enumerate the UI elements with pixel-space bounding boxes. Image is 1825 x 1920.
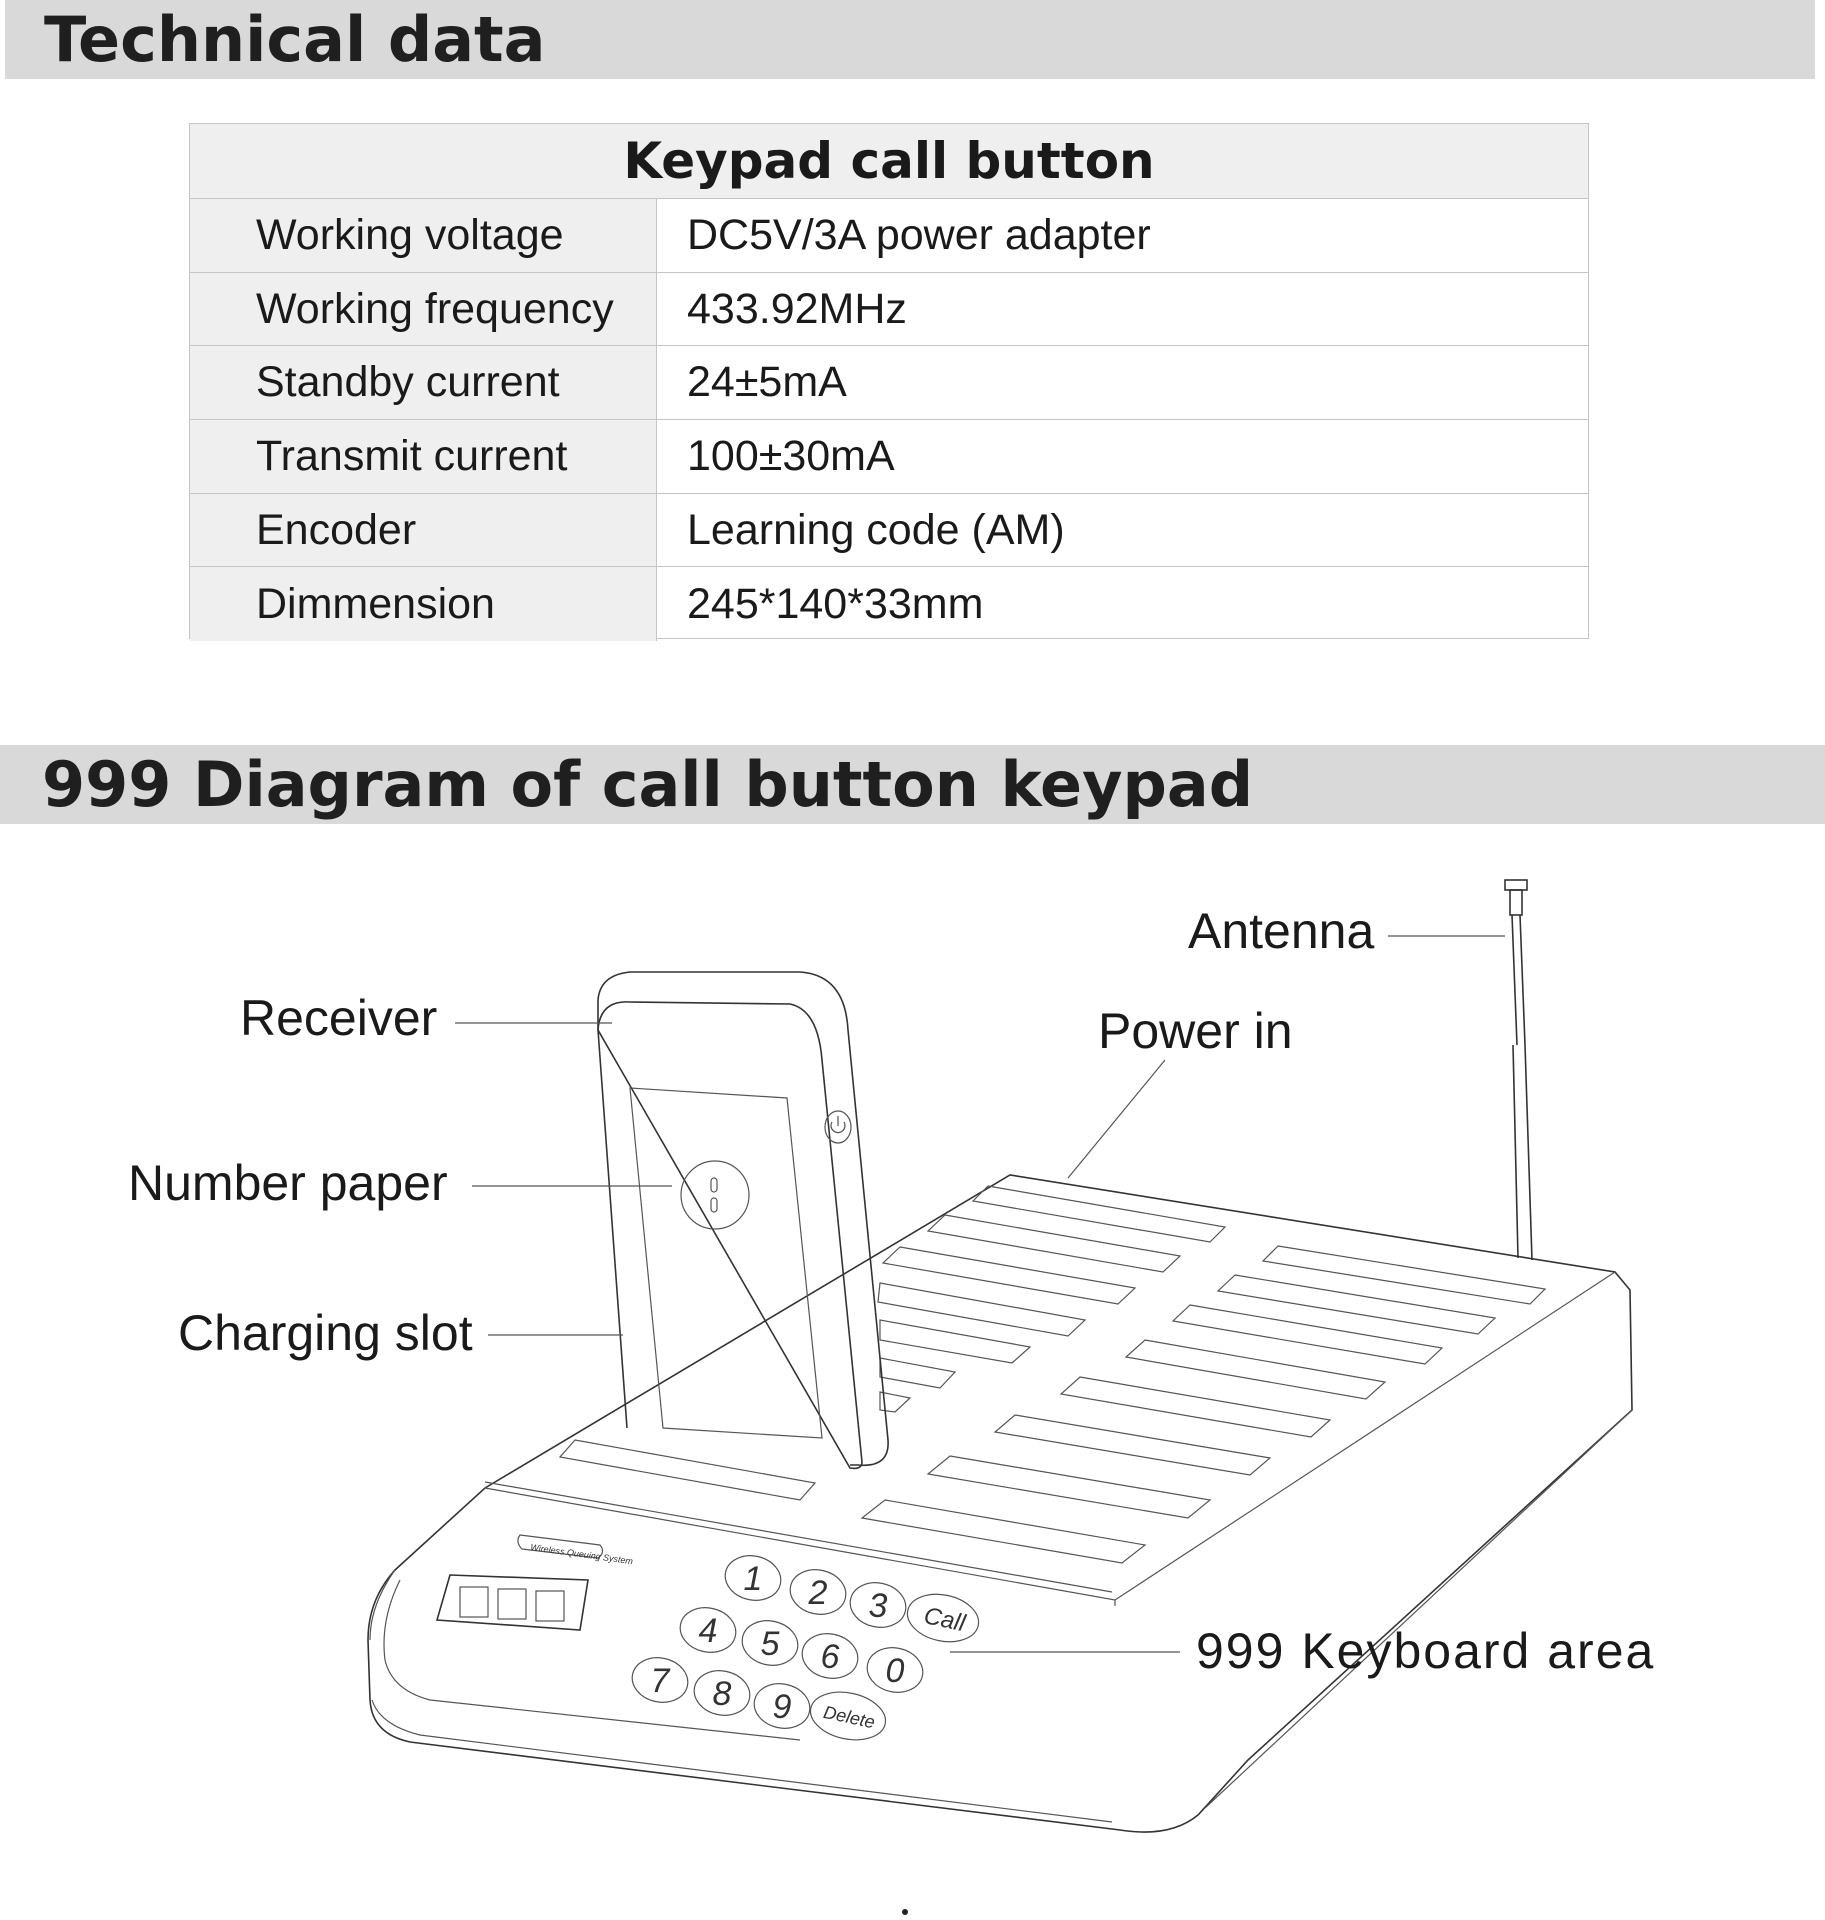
svg-text:5: 5 [760, 1625, 780, 1663]
spec-label: Transmit current [190, 420, 657, 493]
spec-label: Working frequency [190, 273, 657, 346]
technical-data-title: Technical data [44, 3, 546, 76]
spec-value: 100±30mA [687, 431, 895, 480]
pager-slots [560, 1186, 1545, 1563]
spec-label: Dimmension [190, 567, 657, 641]
led-display [437, 1575, 588, 1630]
svg-text:8: 8 [712, 1675, 732, 1713]
svg-text:9: 9 [772, 1688, 792, 1726]
spec-value: Learning code (AM) [687, 505, 1065, 554]
key-5[interactable] [738, 1616, 802, 1671]
key-3[interactable] [846, 1578, 910, 1633]
spec-value: 245*140*33mm [687, 579, 984, 628]
key-8[interactable] [690, 1666, 754, 1721]
spec-table-header: Keypad call button [190, 124, 1588, 199]
table-row [190, 420, 1588, 494]
key-delete[interactable] [806, 1686, 890, 1747]
spec-value: 433.92MHz [687, 284, 907, 333]
spec-label: Standby current [190, 346, 657, 419]
spec-value: DC5V/3A power adapter [687, 210, 1151, 259]
callout-antenna: Antenna [1188, 903, 1375, 959]
table-row [190, 567, 1588, 641]
svg-text:7: 7 [650, 1662, 670, 1700]
svg-text:2: 2 [808, 1574, 828, 1612]
device-label: Wireless Queuing System [529, 1542, 634, 1567]
key-6[interactable] [798, 1629, 862, 1684]
key-7[interactable] [628, 1653, 692, 1708]
svg-text:1: 1 [743, 1560, 763, 1598]
spec-table [189, 123, 1589, 639]
table-row [190, 199, 1588, 273]
callout-number-paper: Number paper [128, 1155, 448, 1211]
key-9[interactable] [750, 1679, 814, 1734]
key-0[interactable] [863, 1643, 927, 1698]
key-2[interactable] [786, 1565, 850, 1620]
svg-text:Call: Call [921, 1602, 968, 1638]
antenna [1505, 880, 1532, 1260]
svg-text:3: 3 [868, 1587, 888, 1625]
callout-receiver: Receiver [240, 990, 438, 1046]
key-1[interactable] [721, 1551, 785, 1606]
key-4[interactable] [676, 1603, 740, 1658]
keypad-base [368, 1175, 1632, 1832]
brand-badge [518, 1535, 634, 1566]
svg-text:Delete: Delete [821, 1701, 877, 1733]
table-row [190, 494, 1588, 568]
table-row [190, 346, 1588, 420]
svg-text:4: 4 [698, 1612, 718, 1650]
callout-keyboard-area: 999 Keyboard area [1196, 1623, 1656, 1679]
svg-text:6: 6 [820, 1638, 840, 1676]
svg-text:0: 0 [885, 1652, 905, 1690]
diagram-title: 999 Diagram of call button keypad [42, 748, 1254, 821]
spec-label: Working voltage [190, 199, 657, 272]
key-call[interactable] [903, 1588, 983, 1648]
page-dot [902, 1909, 908, 1915]
spec-label: Encoder [190, 494, 657, 567]
callout-power-in: Power in [1098, 1003, 1293, 1059]
keypad [628, 1551, 983, 1747]
table-row [190, 273, 1588, 347]
spec-value: 24±5mA [687, 358, 847, 407]
callout-charging-slot: Charging slot [178, 1305, 473, 1361]
keypad-diagram [0, 840, 1825, 1920]
